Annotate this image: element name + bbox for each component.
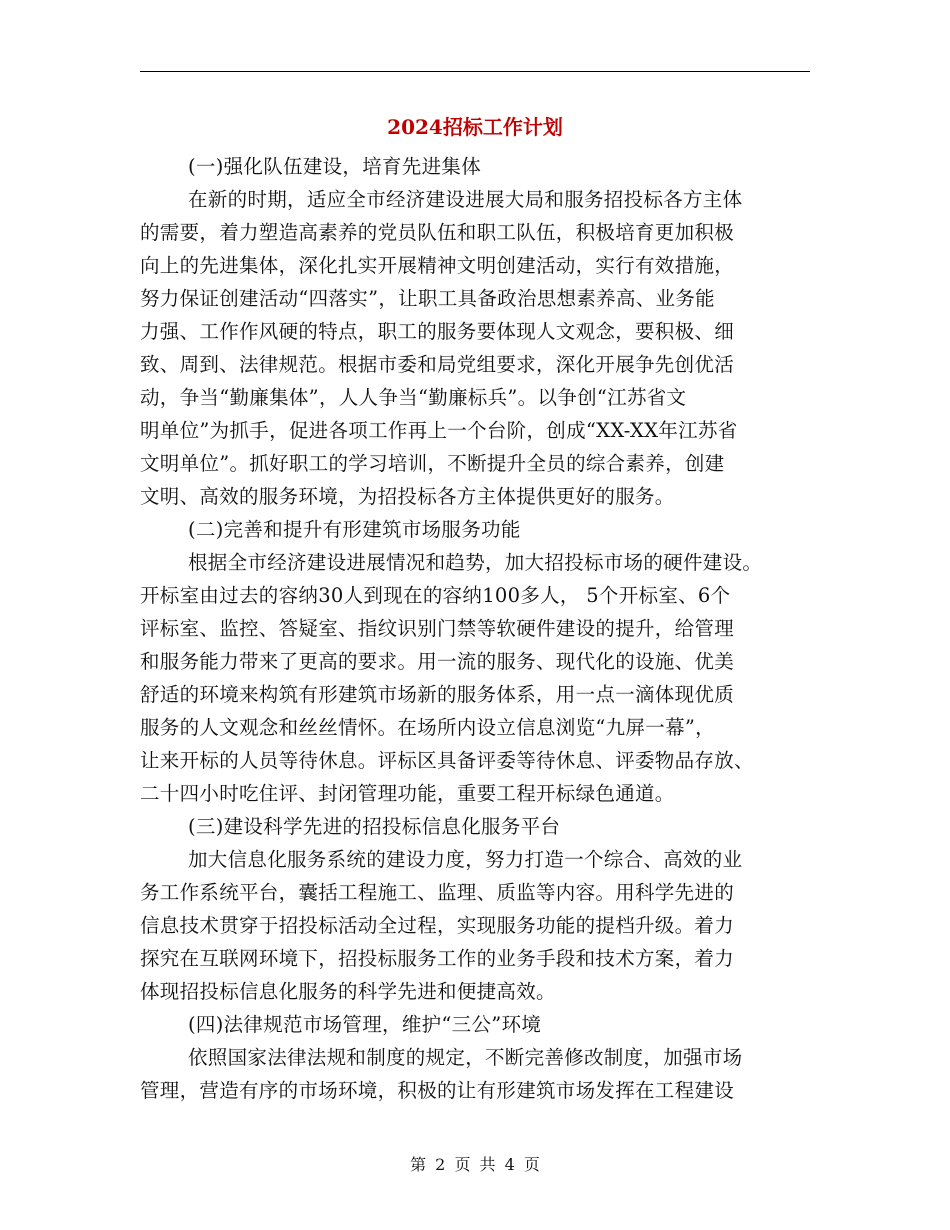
paragraph-line: 和服务能力带来了更高的要求。用一流的服务、现代化的设施、优美	[140, 650, 735, 673]
paragraph-line: 动，争当“勤廉集体”，人人争当“勤廉标兵”。以争创“江苏省文	[140, 386, 687, 409]
document-title: 2024招标工作计划	[387, 115, 563, 139]
paragraph-line: 体现招投标信息化服务的科学先进和便捷高效。	[140, 980, 556, 1003]
paragraph-line: 力强、工作作风硬的特点，职工的服务要体现人文观念，要积极、细	[140, 320, 735, 343]
header-rule	[140, 71, 810, 72]
paragraph-line: 根据全市经济建设进展情况和趋势，加大招投标市场的硬件建设。	[188, 551, 763, 574]
paragraph-line: 服务的人文观念和丝丝情怀。在场所内设立信息浏览“九屏一幕”，	[140, 716, 715, 739]
section-heading-4: (四)法律规范市场管理，维护“三公”环境	[188, 1013, 542, 1036]
paragraph-line: 让来开标的人员等待休息。评标区具备评委等待休息、评委物品存放、	[140, 749, 754, 772]
paragraph-line: 向上的先进集体，深化扎实开展精神文明创建活动，实行有效措施，	[140, 254, 735, 277]
paragraph-line: 文明、高效的服务环境，为招投标各方主体提供更好的服务。	[140, 485, 675, 508]
paragraph-line: 二十四小时吃住评、封闭管理功能，重要工程开标绿色通道。	[140, 782, 675, 805]
document-body	[140, 150, 810, 1107]
paragraph-line: 加大信息化服务系统的建设力度，努力打造一个综合、高效的业	[188, 848, 743, 871]
section-heading-2: (二)完善和提升有形建筑市场服务功能	[188, 518, 521, 541]
paragraph-line: 探究在互联网环境下，招投标服务工作的业务手段和技术方案，着力	[140, 947, 735, 970]
paragraph-line: 的需要，着力塑造高素养的党员队伍和职工队伍，积极培育更加积极	[140, 221, 735, 244]
paragraph-line: 明单位”为抓手，促进各项工作再上一个台阶，创成“XX-XX年江苏省	[140, 419, 738, 442]
paragraph-line: 努力保证创建活动“四落实”，让职工具备政治思想素养高、业务能	[140, 287, 715, 310]
paragraph-line: 信息技术贯穿于招投标活动全过程，实现服务功能的提档升级。着力	[140, 914, 735, 937]
section-heading-1: (一)强化队伍建设，培育先进集体	[188, 155, 482, 178]
page-footer: 第 2 页 共 4 页	[410, 1155, 540, 1174]
paragraph-line: 务工作系统平台，囊括工程施工、监理、质监等内容。用科学先进的	[140, 881, 735, 904]
paragraph-line: 依照国家法律法规和制度的规定，不断完善修改制度，加强市场	[188, 1046, 743, 1069]
paragraph-line: 在新的时期，适应全市经济建设进展大局和服务招投标各方主体	[188, 188, 743, 211]
paragraph-line: 舒适的环境来构筑有形建筑市场新的服务体系，用一点一滴体现优质	[140, 683, 735, 706]
paragraph-line: 评标室、监控、答疑室、指纹识别门禁等软硬件建设的提升，给管理	[140, 617, 735, 640]
section-heading-3: (三)建设科学先进的招投标信息化服务平台	[188, 815, 561, 838]
paragraph-line: 管理，营造有序的市场环境，积极的让有形建筑市场发挥在工程建设	[140, 1079, 735, 1102]
paragraph-line: 文明单位”。抓好职工的学习培训，不断提升全员的综合素养，创建	[140, 452, 725, 475]
paragraph-line: 开标室由过去的容纳30人到现在的容纳100多人， 5个开标室、6个	[140, 584, 731, 607]
paragraph-line: 致、周到、法律规范。根据市委和局党组要求，深化开展争先创优活	[140, 353, 735, 376]
